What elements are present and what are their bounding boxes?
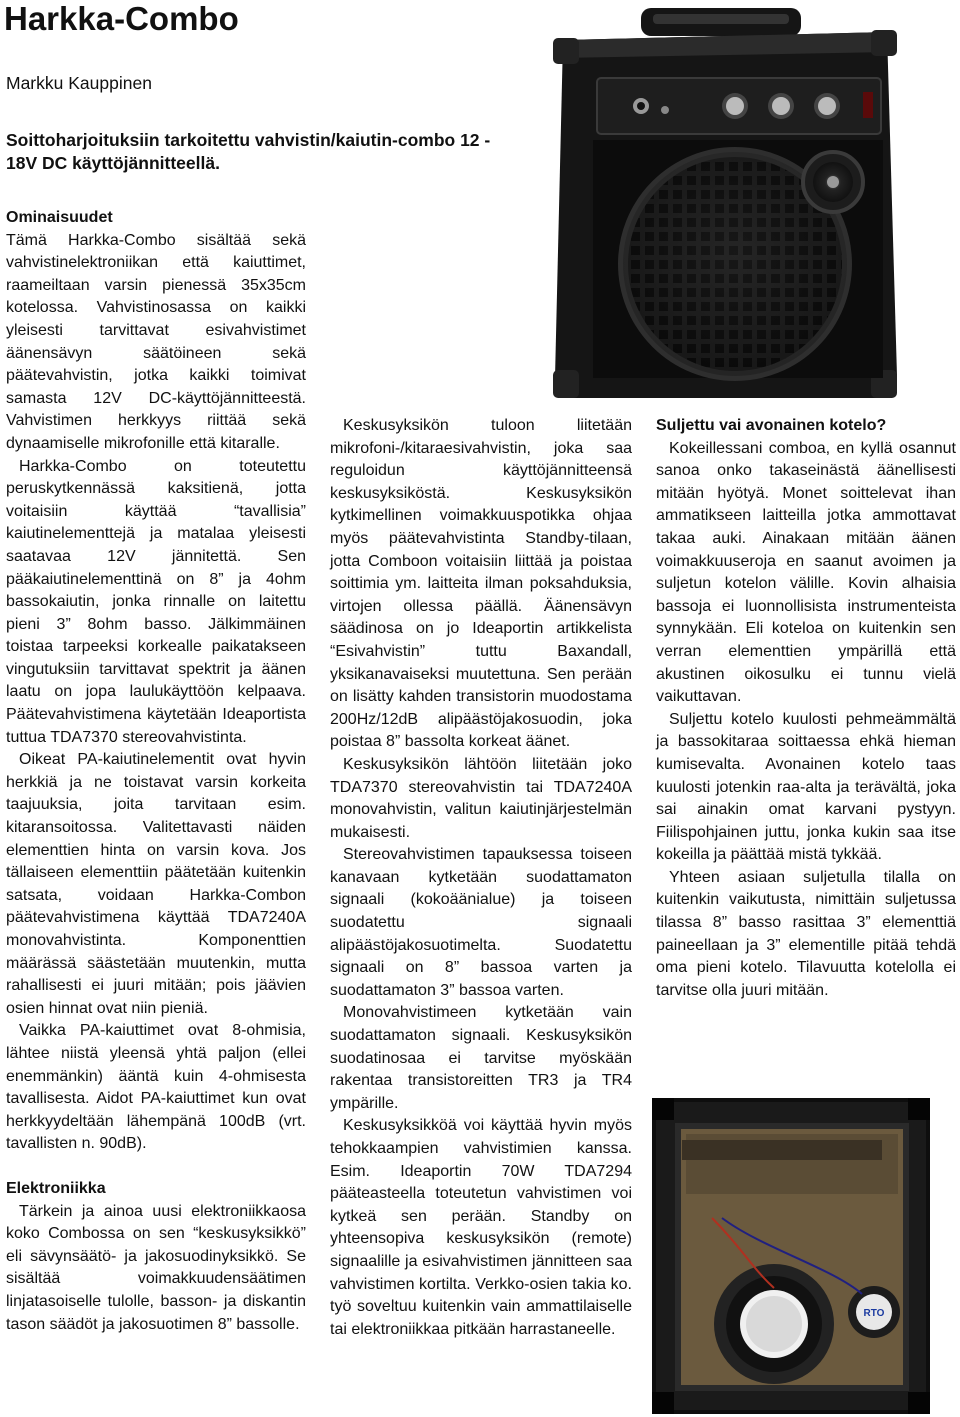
amplifier-back-photo <box>652 1098 930 1414</box>
paragraph: Yhteen asiaan suljetulla tilalla on kuitenkin vaikutusta, nimittäin suljetussa tilassa 8” basso rasittaa 3” elementtiä paineellaan ja 3” elementille pitää tehdä oma pieni kotelo. Tilavuutta kotelolla ei tarvitse olla juuri mitään. <box>656 868 956 999</box>
paragraph: Keskusyksikön lähtöön liitetään joko TDA7370 stereovahvistin tai TDA7240A monovahvistin, valitun kaiutinjärjestelmän mukaisesti. <box>330 755 632 841</box>
paragraph: Stereovahvistimen tapauksessa toiseen kanavaan kytketään suodattamaton signaali (kokoäänialue) ja toiseen suodatettu signaali alipäästöjakosuotimelta. Suodatettu signaali on 8” bassoa varten ja suodattamaton 3” bassoa varten. <box>330 846 632 999</box>
paragraph: Suljettu kotelo kuulosti pehmeämmältä ja bassokitaraa soittaessa ehkä hieman kumisevalta. Avonainen kotelo taas kuulosti jotenkin raa-alta ja terävältä, joka sai ainakin omat karvani pystyyn. Fiilispohjainen juttu, jonka kukin saa itse kokeilla ja päättää mistä tykkää. <box>656 710 956 864</box>
paragraph: Monovahvistimeen kytketään vain suodattamaton signaali. Keskusyksikön suodatinosaa ei tarvitse myöskään rakentaa transistoreitten TR3 ja TR4 ympärille. <box>330 1004 632 1112</box>
section-heading-ominaisuudet: Ominaisuudet <box>6 209 113 226</box>
paragraph: Tärkein ja ainoa uusi elektroniikkaosa koko Combossa on sen “keskusyksikkö” eli sävynsäätö- ja jakosuodinyksikkö. Se sisältää voimakkuudensäätimen linjatasoiselle tulolle, basson- ja diskantin tason säädöt ja jakosuotimen 8” bassolle. <box>6 1202 306 1333</box>
paragraph: Keskusyksikköä voi käyttää hyvin myös tehokkaampien vahvistimien kanssa. Esim. Ideaportin 70W TDA7294 pääteasteella toteutetun vahvistimen voi kytkeä sen perään. Standby on yhteensopiva keskusyksikön (remote) signaalille ja esivahvistimen jännitteen saa vahvistimen kortilta. Verkko-osien takia ko. työ soveltuu kuitenkin vain ammattilaiselle tai elektroniikkaa pitkään harrastaneelle. <box>330 1117 632 1338</box>
paragraph: Kokeillessani comboa, en kyllä osannut sanoa onko takaseinästä äänellisesti mitään hyötyä. Monet soittelevat ihan ammatikseen laitteilla jotka ammottavat takaa auki. Ainakaan mitään äänen voimakkuuseroja en saanut avoimen ja suljetun kotelon välille. Kovin alhaisia bassoja ei luonnollisista instrumenteista synnykään. Eli koteloa on kuitenkin sen verran elementtien ympärillä että akustinen oikosulku ei tunnu vielä vaikuttavan. <box>656 439 956 706</box>
paragraph: Keskusyksikön tuloon liitetään mikrofoni-/kitaraesivahvistin, joka saa reguloidun käyttöjännitteensä keskusyksiköstä. Keskusyksikön kytkimellinen voimakkuuspotikka ohjaa myös päätevahvistinta Standby-tilaan, jotta Comboon voitaisiin liittää ja poistaa soittimia ym. laitteita ilman poksahduksia, virtojen ollessa päällä. Äänensävyn säädinosa on jo Ideaportin artikkelista “Esivahvistin” tuttu Baxandall, yksikanavaiseksi muutettuna. Sen perään on lisätty kahden transistorin muodostama 200Hz/12dB alipäästöjakosuodin, joka poistaa 8” bassolta korkeat äänet. <box>330 417 632 751</box>
paragraph: Vaikka PA-kaiuttimet ovat 8-ohmisia, lähtee niistä yleensä yhtä paljon (ellei enemmänkin) ääntä kuin 4-ohmisesta tavallisesta. Aidot PA-kaiuttimet kun ovat herkkyydeltään lähempänä 100dB (vrt. tavallisten n. 90dB). <box>6 1022 306 1153</box>
paragraph: Harkka-Combo on toteutettu peruskytkennässä kaksitienä, jotta voitaisiin käyttää “tavallisia” kaiutinelementtejä ja matalaa yleisesti saatavaa 12V jännitettä. Sen pääkaiutinelementtinä on 8” ja 4ohm bassokaiutin, jonka rinnalle on laitettu pieni 3” 8ohm basso. Jälkimmäinen toistaa tarpeeksi korkealle paikatakseen vingutuksiin tarvittavat spektrit ja äänen laatu on jopa laulukäyttöön kelpaava. Päätevahvistimena käytetään Ideaportista tuttua TDA7370 stereovahvistinta. <box>6 457 306 746</box>
text-column-2 <box>330 415 632 1341</box>
article-title: Harkka-Combo <box>4 0 239 37</box>
article-lead: Soittoharjoituksiin tarkoitettu vahvistin/kaiutin-combo 12 - 18V DC käyttöjännitteellä. <box>6 130 491 173</box>
amplifier-front-photo <box>545 6 905 402</box>
paragraph: Oikeat PA-kaiutinelementit ovat hyvin herkkiä ja ne toistavat varsin korkeita taajuuksia, joita tarvitaan esim. kitaransoitossa. Valitettavasti näiden elementtien hinta on varsin kova. Jos tällaiseen elementtiin päätetään kuitenkin satsata, voidaan Harkka-Combon päätevahvistimena käyttää TDA7240A monovahvistinta. Komponenttien määrässä säästetään muutenkin, mutta rahallisesti ei juuri mitään; pois jäävien osien hinnat ovat niin pieniä. <box>6 751 306 1017</box>
article-author: Markku Kauppinen <box>6 73 152 93</box>
text-column-3 <box>656 415 956 1002</box>
text-column-1 <box>6 207 306 1336</box>
speaker-label: RTO <box>863 1308 885 1319</box>
paragraph: Tämä Harkka-Combo sisältää sekä vahvistinelektroniikan että kaiuttimet, raameiltaan varsin pienessä 35x35cm kotelossa. Vahvistinosassa on kaikki yleisesti tarvittavat esivahvistimet äänensävyn säätöineen sekä päätevahvistin, jotka kaikki toimivat samasta 12V DC-käyttöjännitteestä. Vahvistimen herkkyys riittää sekä dynaamiselle mikrofonille että kitaralle. <box>6 231 306 452</box>
section-heading-elektroniikka: Elektroniikka <box>6 1179 106 1197</box>
section-heading-kotelo: Suljettu vai avonainen kotelo? <box>656 417 887 434</box>
